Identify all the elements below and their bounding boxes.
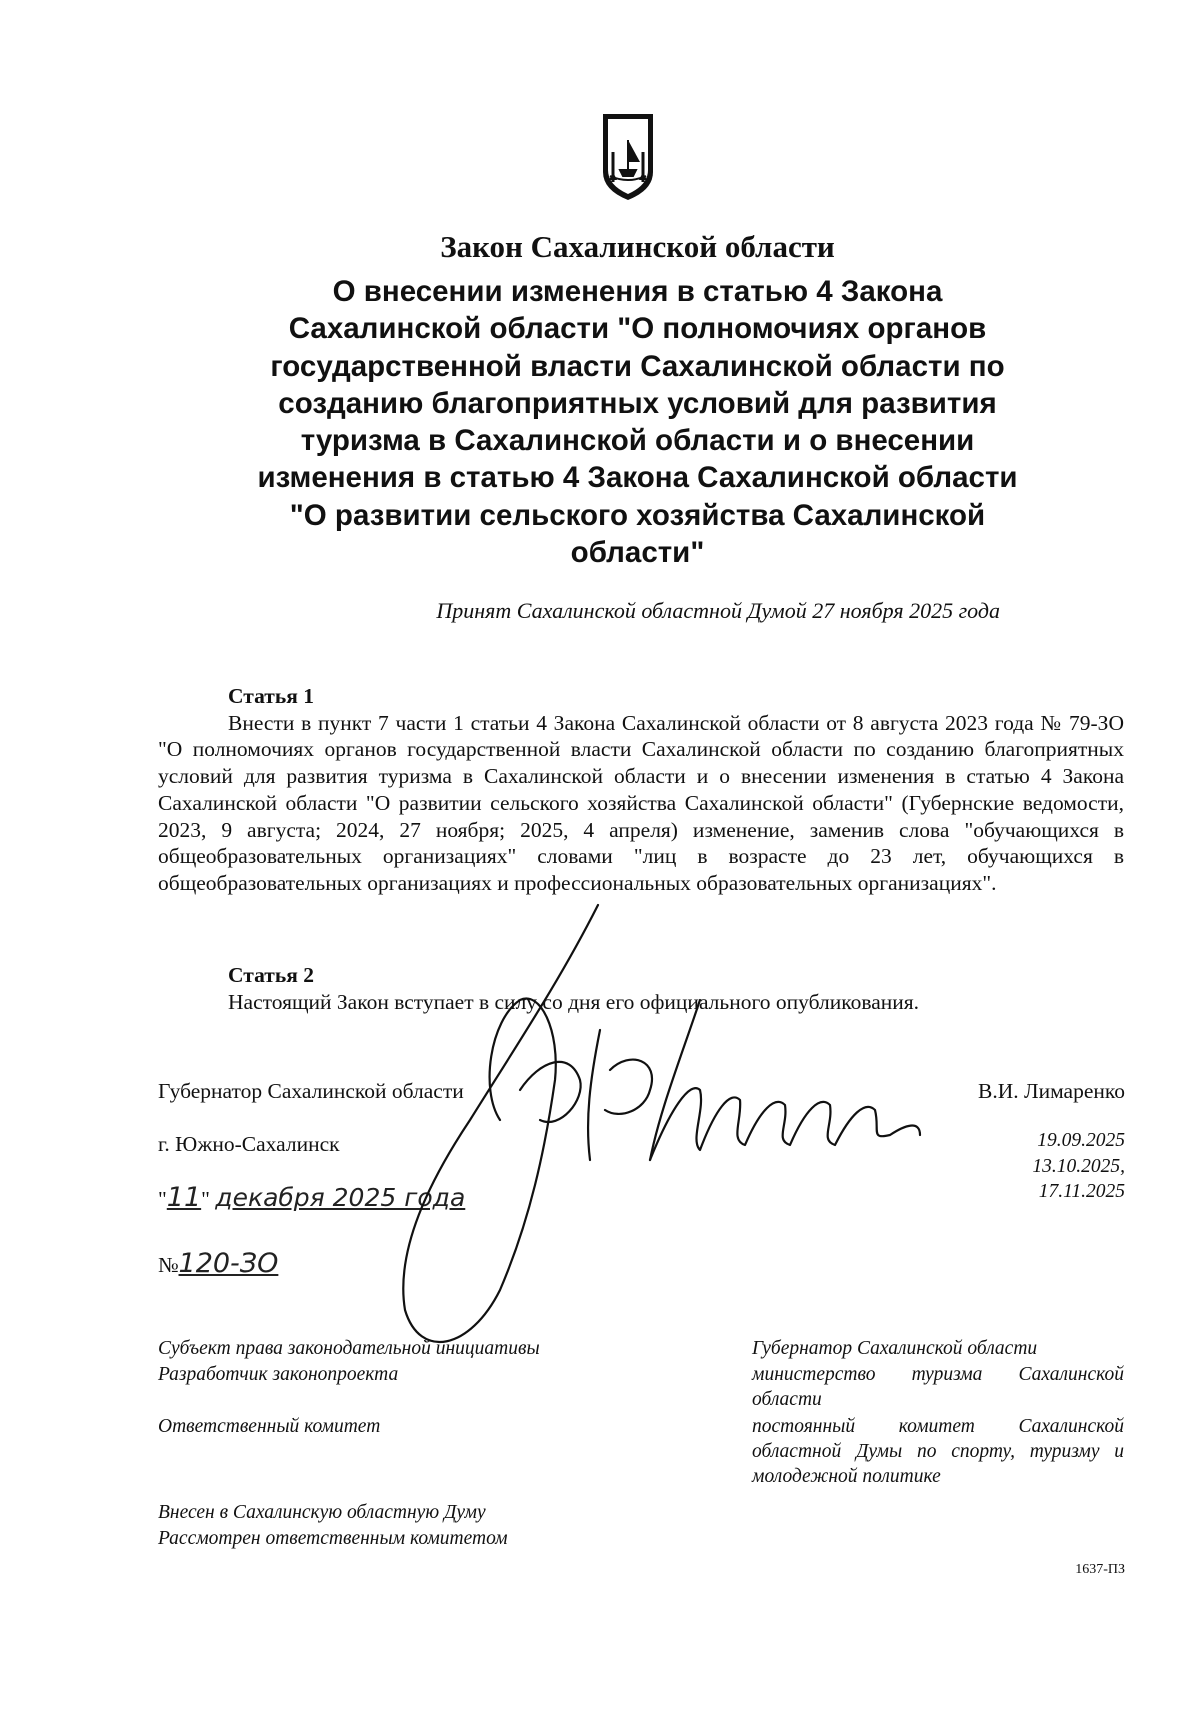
article-1 [158, 683, 1124, 897]
governor-name: В.И. Лимаренко [978, 1079, 1125, 1103]
value-committee: постоянный комитет Сахалинской областной Думы по спорту, туризму и молодежной политике [752, 1416, 1124, 1487]
article-body: Внести в пункт 7 части 1 статьи 4 Закона Сахалинской области от 8 августа 2023 года № 79-ЗО "О полномочиях органов государственной власти Сахалинской области по созданию благоприятных условий для развития туризма в Сахалинской области и о внесении изменения в статью 4 Закона Сахалинской области "О развитии сельского хозяйства Сахалинской области" (Губернские ведомости, 2023, 9 августа; 2024, 27 ноября; 2025, 4 апреля) изменение, заменив слова "обучающихся в общеобразовательных организациях" словами "лиц в возрасте до 23 лет, обучающихся в общеобразовательных организациях и профессиональных образовательных организациях". [158, 710, 1124, 895]
label-committee: Ответственный комитет [158, 1416, 381, 1437]
coat-of-arms-icon [600, 112, 656, 202]
governor-position: Губернатор Сахалинской области [158, 1079, 464, 1103]
date-day: 11 [166, 1182, 202, 1213]
article-2 [158, 962, 1124, 1015]
value-developer: министерство туризма Сахалинской области [752, 1364, 1124, 1410]
subtitle-line: изменения в статью 4 Закона Сахалинской области [257, 461, 1018, 495]
date-rest: декабря 2025 года [215, 1183, 466, 1212]
dates-column [1032, 1128, 1125, 1205]
date-reviewed-2: 17.11.2025 [1038, 1181, 1125, 1202]
subtitle-line: туризма в Сахалинской области и о внесении [300, 424, 975, 458]
label-developer: Разработчик законопроекта [158, 1364, 399, 1385]
date-submitted: 19.09.2025 [1037, 1130, 1125, 1151]
label-reviewed: Рассмотрен ответственным комитетом [158, 1528, 508, 1549]
law-subtitle [0, 273, 1200, 571]
subtitle-line: "О развитии сельского хозяйства Сахалинской [289, 498, 986, 532]
article-title: Статья 2 [228, 963, 314, 987]
date-quote-close: " [201, 1187, 210, 1211]
subtitle-line: области" [570, 536, 705, 570]
label-subject: Субъект права законодательной инициативы [158, 1338, 540, 1359]
law-number [158, 1250, 278, 1279]
law-title: Закон Сахалинской области [440, 229, 835, 264]
subtitle-line: О внесении изменения в статью 4 Закона [332, 275, 943, 308]
document-code: 1637-ПЗ [1075, 1562, 1125, 1577]
article-title: Статья 1 [228, 684, 314, 708]
signing-date [158, 1184, 465, 1213]
label-submitted: Внесен в Сахалинскую областную Думу [158, 1502, 486, 1523]
value-subject: Губернатор Сахалинской области [752, 1338, 1038, 1359]
article-body: Настоящий Закон вступает в силу со дня его официального опубликования. [228, 989, 920, 1014]
number-value: 120-ЗО [178, 1248, 279, 1279]
date-quote-open: " [158, 1187, 167, 1211]
subtitle-line: Сахалинской области "О полномочиях органов [288, 312, 987, 346]
subtitle-line: государственной власти Сахалинской области по [270, 349, 1005, 383]
city: г. Южно-Сахалинск [158, 1132, 340, 1156]
subtitle-line: созданию благоприятных условий для развития [278, 386, 997, 420]
date-reviewed-1: 13.10.2025, [1032, 1155, 1125, 1177]
number-prefix: № [158, 1253, 179, 1277]
adoption-note: Принят Сахалинской областной Думой 27 ноября 2025 года [436, 598, 1000, 623]
